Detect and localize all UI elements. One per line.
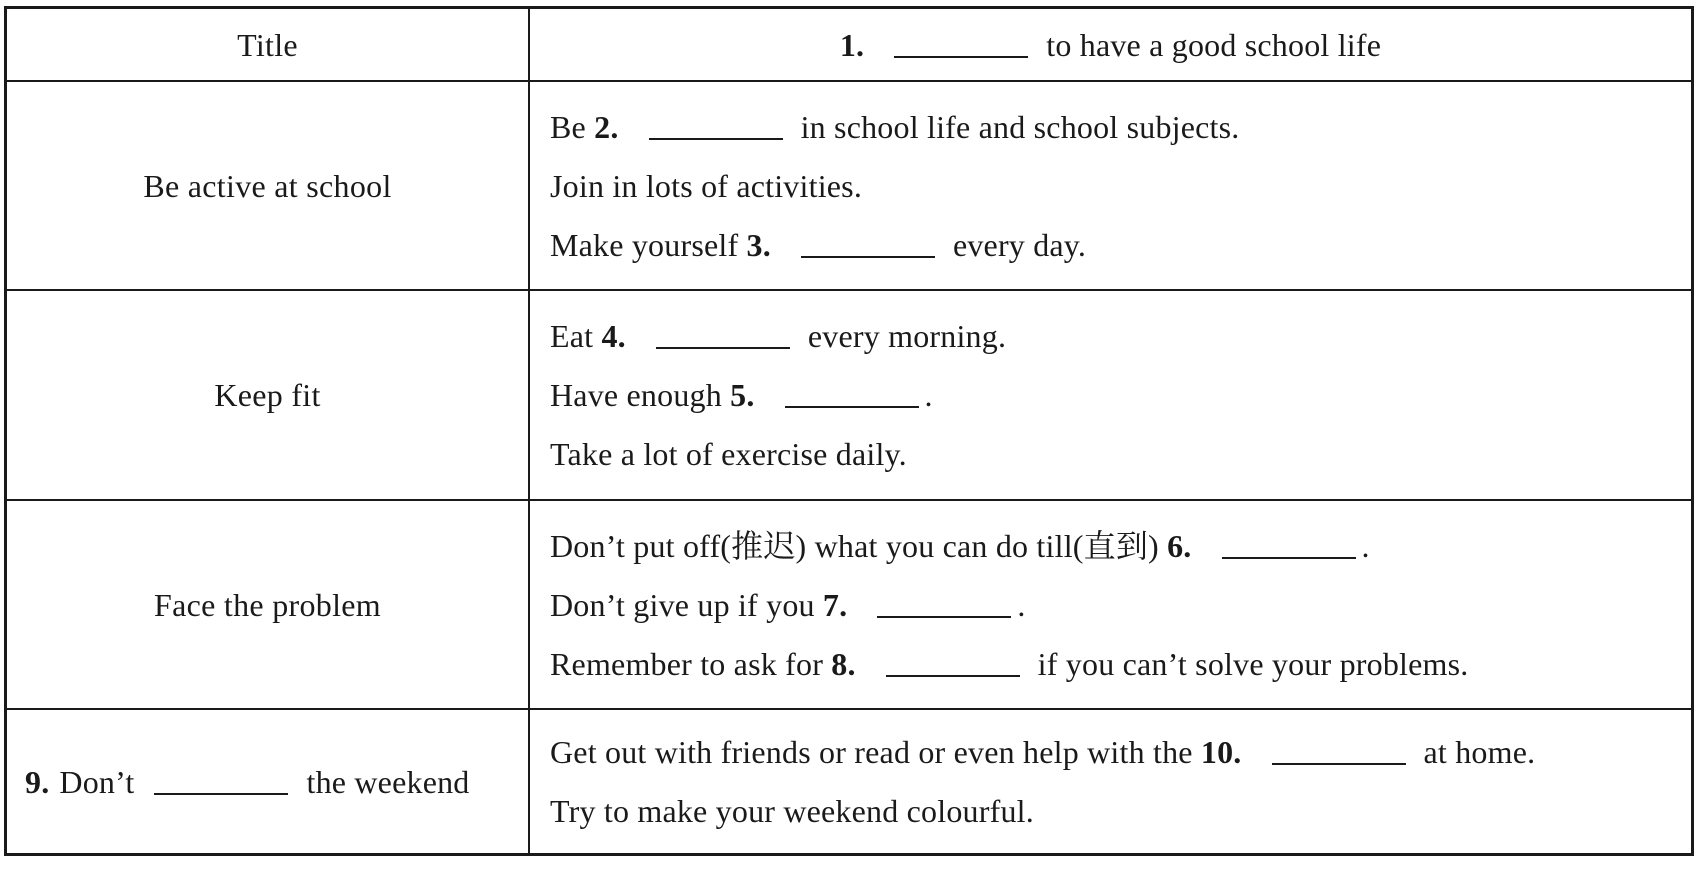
question-number: 5.	[730, 377, 755, 413]
row-heading-cell	[7, 501, 530, 710]
answer-blank[interactable]	[1272, 739, 1406, 765]
content-line	[550, 723, 1691, 782]
content-line	[550, 516, 1691, 575]
question-number: 10.	[1200, 734, 1242, 770]
row-heading-label: Keep fit	[214, 377, 321, 413]
row-content-cell	[530, 82, 1691, 291]
sentence-text: in school life and school subjects.	[800, 108, 1240, 145]
sentence-text: Try to make your weekend colourful.	[550, 793, 1034, 829]
content-line	[550, 634, 1691, 693]
header-title-cell	[7, 9, 530, 82]
answer-blank[interactable]	[1222, 533, 1356, 559]
sentence-text: the weekend	[306, 763, 470, 800]
question-number: 8.	[831, 645, 856, 682]
sentence-text: Be	[550, 108, 595, 145]
question-number: 6.	[1167, 527, 1192, 564]
answer-blank[interactable]	[801, 232, 935, 258]
sentence-text: if you can’t solve your problems.	[1037, 645, 1469, 682]
question-number: 2.	[594, 108, 619, 145]
content-line	[550, 782, 1691, 841]
sentence-text: Don’t give up if you	[550, 586, 823, 623]
header-topic-cell	[530, 9, 1691, 82]
answer-blank[interactable]	[877, 592, 1011, 618]
header-title-label: Title	[237, 26, 298, 63]
row-content-cell	[530, 501, 1691, 710]
sentence-text: Don’t	[59, 763, 135, 800]
sentence-text: Make yourself	[550, 226, 747, 263]
row-heading-line	[25, 752, 470, 811]
content-line	[550, 575, 1691, 634]
row-heading-label: Be active at school	[143, 167, 392, 204]
content-line	[550, 156, 1691, 215]
sentence-text: .	[1361, 527, 1370, 564]
answer-blank[interactable]	[886, 651, 1020, 677]
sentence-text: .	[1017, 586, 1026, 623]
sentence-text: Eat	[550, 318, 602, 354]
content-line	[550, 307, 1691, 366]
sentence-text: Have enough	[550, 377, 731, 413]
answer-blank[interactable]	[656, 323, 790, 349]
row-heading-cell	[7, 710, 530, 853]
content-line	[550, 97, 1691, 156]
content-line	[550, 215, 1691, 274]
row-heading-label: Face the problem	[154, 586, 381, 623]
sentence-text: Join in lots of activities.	[550, 167, 863, 204]
sentence-text: Get out with friends or read or even help with the	[550, 734, 1201, 770]
question-number: 4.	[601, 318, 626, 354]
question-number: 7.	[822, 586, 848, 623]
sentence-text: .	[924, 377, 933, 413]
content-line	[840, 15, 1381, 74]
question-number: 3.	[746, 226, 771, 263]
row-content-cell	[530, 710, 1691, 853]
answer-blank[interactable]	[649, 114, 783, 140]
answer-blank[interactable]	[154, 769, 288, 795]
sentence-text: Take a lot of exercise daily.	[550, 436, 907, 472]
sentence-text: Don’t put off(推迟) what you can do till(直到)	[550, 527, 1168, 564]
answer-blank[interactable]	[785, 382, 919, 408]
sentence-text: every morning.	[807, 318, 1007, 354]
sentence-text: Remember to ask for	[550, 645, 832, 682]
row-heading-cell	[7, 291, 530, 501]
sentence-text: every day.	[952, 226, 1087, 263]
worksheet-table	[4, 6, 1694, 856]
sentence-text: to have a good school life	[1046, 26, 1382, 63]
content-line	[550, 425, 1691, 484]
answer-blank[interactable]	[894, 32, 1028, 58]
row-content-cell	[530, 291, 1691, 501]
content-line	[550, 366, 1691, 425]
row-heading-cell	[7, 82, 530, 291]
question-number: 1.	[839, 26, 865, 63]
sentence-text: at home.	[1423, 734, 1536, 770]
question-number: 9.	[25, 763, 50, 800]
